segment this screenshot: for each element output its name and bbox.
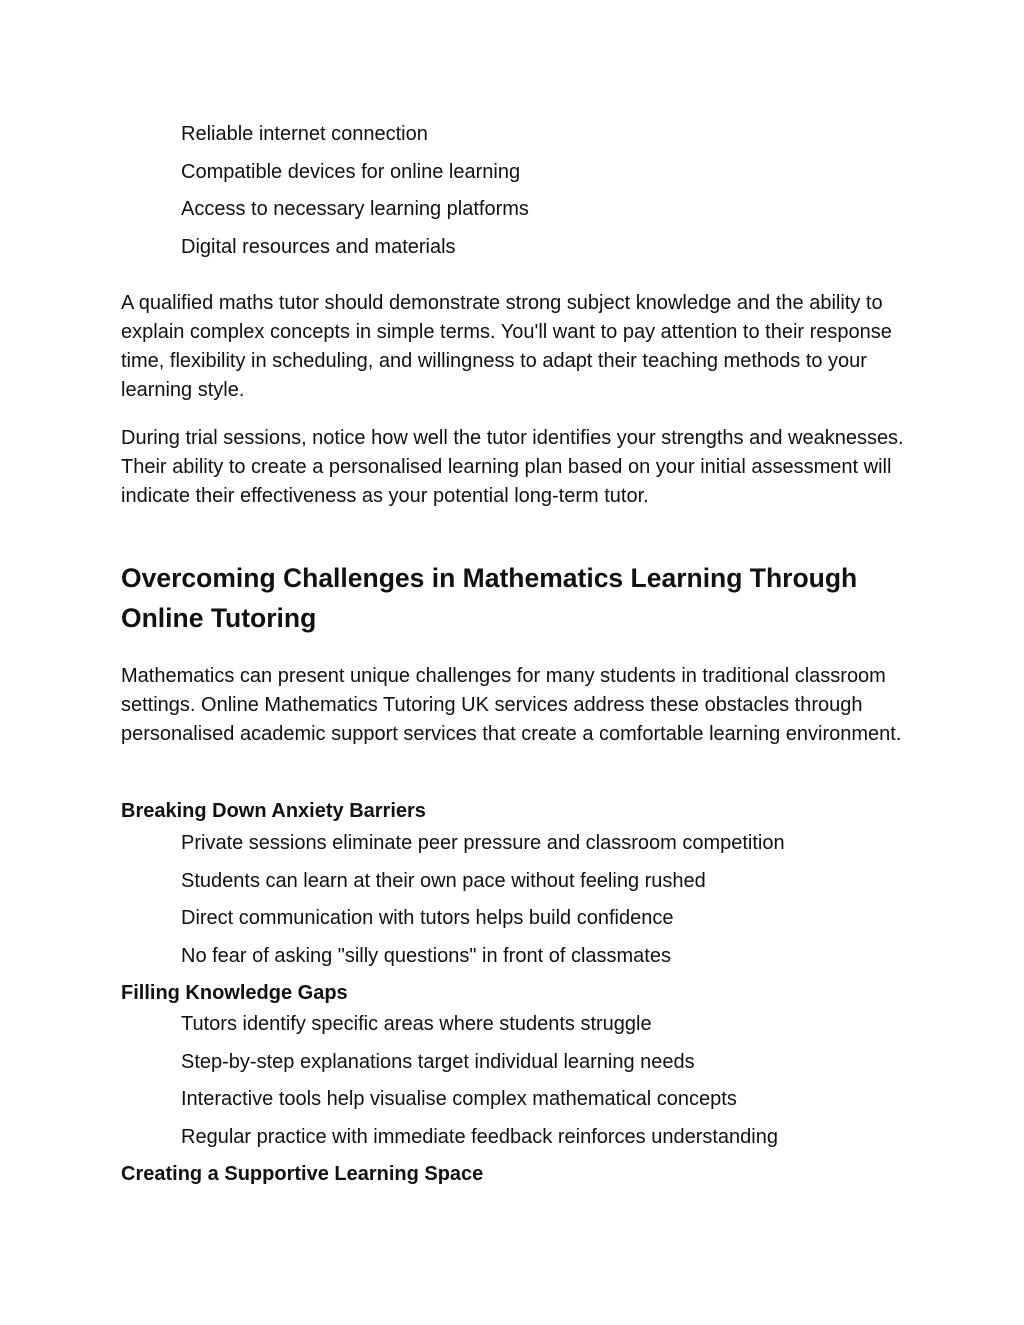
list-item: No fear of asking "silly questions" in front of classmates xyxy=(181,944,671,967)
list-item: Digital resources and materials xyxy=(181,235,456,258)
list-item: Private sessions eliminate peer pressure and classroom competition xyxy=(181,832,785,854)
anxiety-heading: Breaking Down Anxiety Barriers xyxy=(121,800,426,822)
challenges-intro-paragraph: Mathematics can present unique challenges for many students in traditional classroom settings. Online Mathematics Tutoring UK services address these obstacles through personalised academic support services that create a comfortable learning environment. xyxy=(121,665,902,745)
list-item: Regular practice with immediate feedback reinforces understanding xyxy=(181,1125,778,1148)
list-item: Tutors identify specific areas where students struggle xyxy=(181,1013,652,1035)
supportive-space-heading: Creating a Supportive Learning Space xyxy=(121,1163,484,1185)
tutor-qualities-paragraph: A qualified maths tutor should demonstrate strong subject knowledge and the ability to explain complex concepts in simple terms. You'll want to pay attention to their response time, flexibility in scheduling, and willingness to adapt their teaching methods to your learning style. xyxy=(121,292,892,401)
list-item: Compatible devices for online learning xyxy=(181,160,521,183)
list-item: Direct communication with tutors helps build confidence xyxy=(181,907,674,929)
anxiety-list xyxy=(181,831,961,981)
knowledge-gaps-list xyxy=(181,1012,961,1162)
list-item: Interactive tools help visualise complex mathematical concepts xyxy=(181,1088,737,1110)
trial-sessions-paragraph: During trial sessions, notice how well the tutor identifies your strengths and weaknesses. Their ability to create a personalised learning plan based on your initial assessment will indicate their effectiveness as your potential long-term tutor. xyxy=(121,427,904,507)
list-item: Students can learn at their own pace without feeling rushed xyxy=(181,869,706,892)
section-heading: Overcoming Challenges in Mathematics Learning Through Online Tutoring xyxy=(121,563,858,633)
list-item: Step-by-step explanations target individual learning needs xyxy=(181,1050,695,1073)
list-item: Access to necessary learning platforms xyxy=(181,198,529,220)
knowledge-gaps-heading: Filling Knowledge Gaps xyxy=(121,982,348,1004)
list-item: Reliable internet connection xyxy=(181,123,428,145)
requirements-list xyxy=(181,122,961,272)
